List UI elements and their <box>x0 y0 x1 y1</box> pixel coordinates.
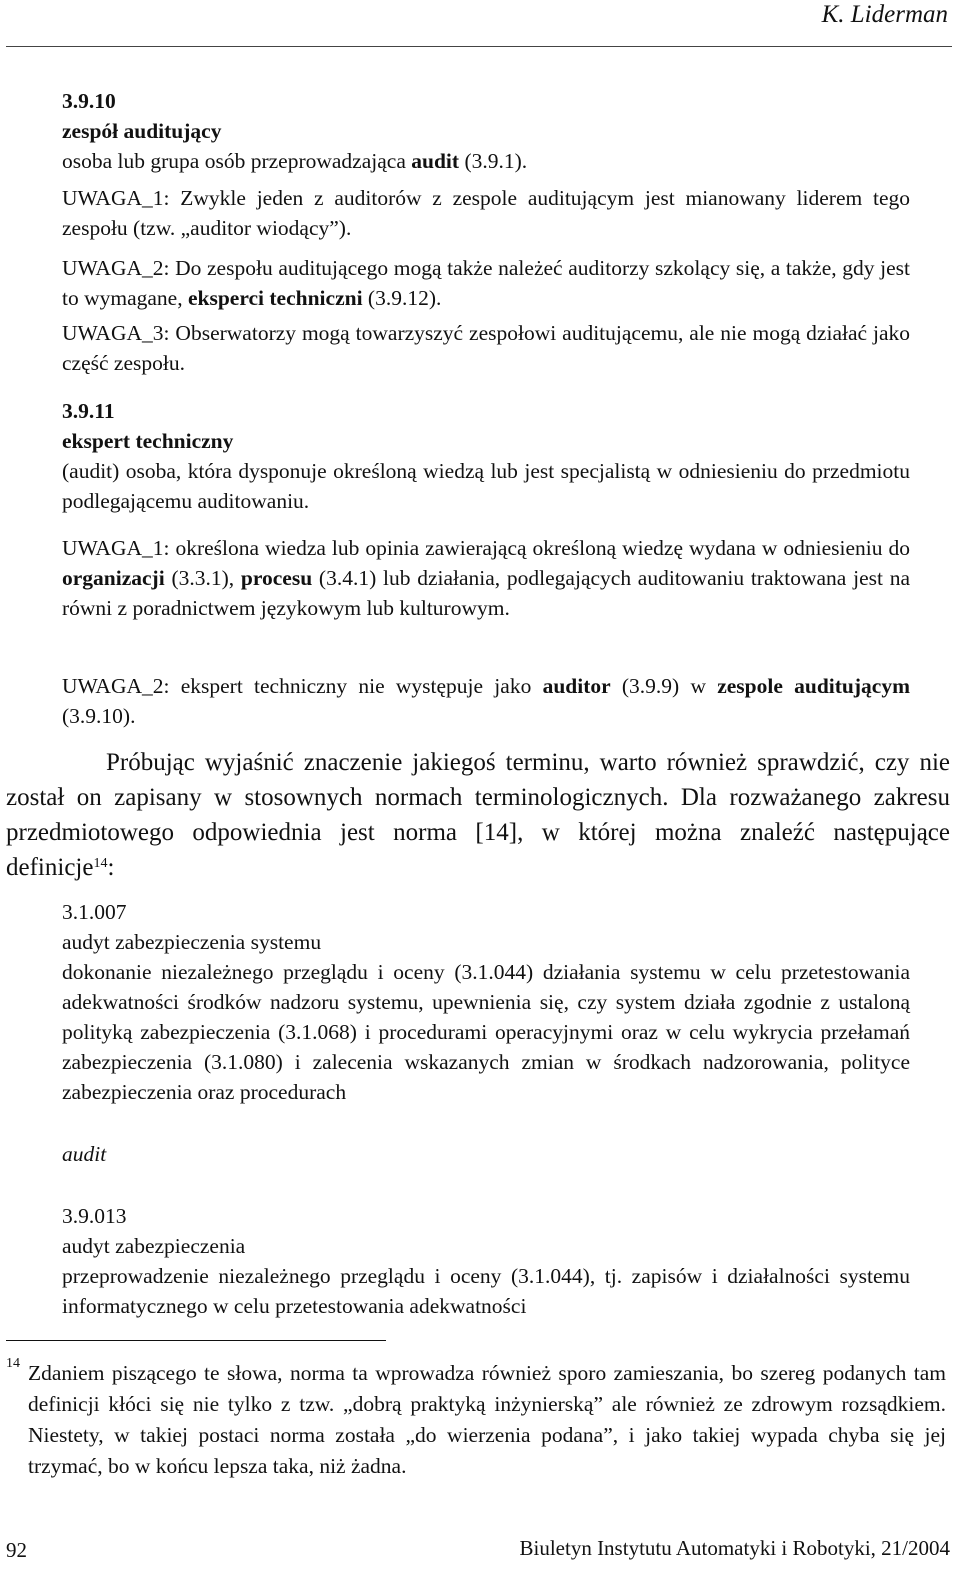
def-english-term: audit <box>62 1142 107 1166</box>
def-term: ekspert techniczny <box>62 429 234 453</box>
def-note: UWAGA_2: Do zespołu auditującego mogą także należeć auditorzy szkolący się, a także, gdy jest to wymagane, eksperci techniczni (3.9.12). <box>62 256 910 310</box>
def-term: zespół auditujący <box>62 119 222 143</box>
header-rule <box>6 46 952 47</box>
def-text: przeprowadzenie niezależnego przeglądu i oceny (3.1.044), tj. zapisów i działalności systemu informatycznego w celu przetestowania adekwatności <box>62 1264 910 1318</box>
def-note: UWAGA_1: Zwykle jeden z auditorów z zespole auditującym jest mianowany liderem tego zespołu (tzw. „auditor wiodący”). <box>62 186 910 240</box>
footnote-reference[interactable]: 14 <box>93 856 108 871</box>
def-text: (audit) osoba, która dysponuje określoną wiedzą lub jest specjalistą w odniesieniu do przedmiotu podlegającemu auditowaniu. <box>62 459 910 513</box>
def-note: UWAGA_2: ekspert techniczny nie występuje jako auditor (3.9.9) w zespole auditującym (3.9.10). <box>62 674 910 728</box>
def-term: audyt zabezpieczenia systemu <box>62 930 322 954</box>
def-note: UWAGA_1: określona wiedza lub opinia zawierającą określoną wiedzę wydana w odniesieniu do organizacji (3.3.1), procesu (3.4.1) lub działania, podlegających auditowaniu traktowana jest na równi z poradnictwem językowym lub kulturowym. <box>62 536 910 620</box>
def-text: dokonanie niezależnego przeglądu i oceny (3.1.044) działania systemu w celu przetestowania adekwatności środków nadzoru systemu, upewnienia się, czy system działa zgodnie z ustaloną polityką zabezpieczenia (3.1.068) i procedurami operacyjnymi oraz w celu wykrycia przełamań zabezpieczenia (3.1.080) i zalecenia wskazanych zmian w środkach nadzorowania, polityce zabezpieczenia oraz procedurach <box>62 960 910 1104</box>
def-text: osoba lub grupa osób przeprowadzająca audit (3.9.1). <box>62 149 528 173</box>
body-paragraph: Próbując wyjaśnić znaczenie jakiegoś terminu, warto również sprawdzić, czy nie został on zapisany w stosownych normach terminologicznych. Dla rozważanego zakresu przedmiotowego odpowiednia jest norma [14], w której można znaleźć następujące definicje$^{14}$: <box>6 749 950 881</box>
running-footer-publication: Biuletyn Instytutu Automatyki i Robotyki, 21/2004 <box>519 1536 950 1560</box>
running-header-author: K. Liderman <box>821 1 948 28</box>
footnote-rule <box>6 1340 386 1341</box>
def-number: 3.9.013 <box>62 1204 127 1228</box>
footnote-text: Zdaniem piszącego te słowa, norma ta wprowadza również sporo zamieszania, bo szereg podanych tam definicji kłóci się nie tylko z tzw. „dobrą praktyką inżynierską” ale również ze zdrowym rozsądkiem. Niestety, w takiej postaci norma została „do wierzenia podana”, i jako takiej wypada chyba się jej trzymać, bo w końcu lepsza taka, niż żadna. <box>28 1361 946 1478</box>
def-term: audyt zabezpieczenia <box>62 1234 246 1258</box>
def-number: 3.9.10 <box>62 89 116 113</box>
def-number: 3.9.11 <box>62 399 115 423</box>
def-number: 3.1.007 <box>62 900 127 924</box>
def-note: UWAGA_3: Obserwatorzy mogą towarzyszyć zespołowi auditującemu, ale nie mogą działać jako część zespołu. <box>62 321 910 375</box>
footnote-mark: 14 <box>6 1356 20 1371</box>
page-number: 92 <box>6 1538 27 1562</box>
